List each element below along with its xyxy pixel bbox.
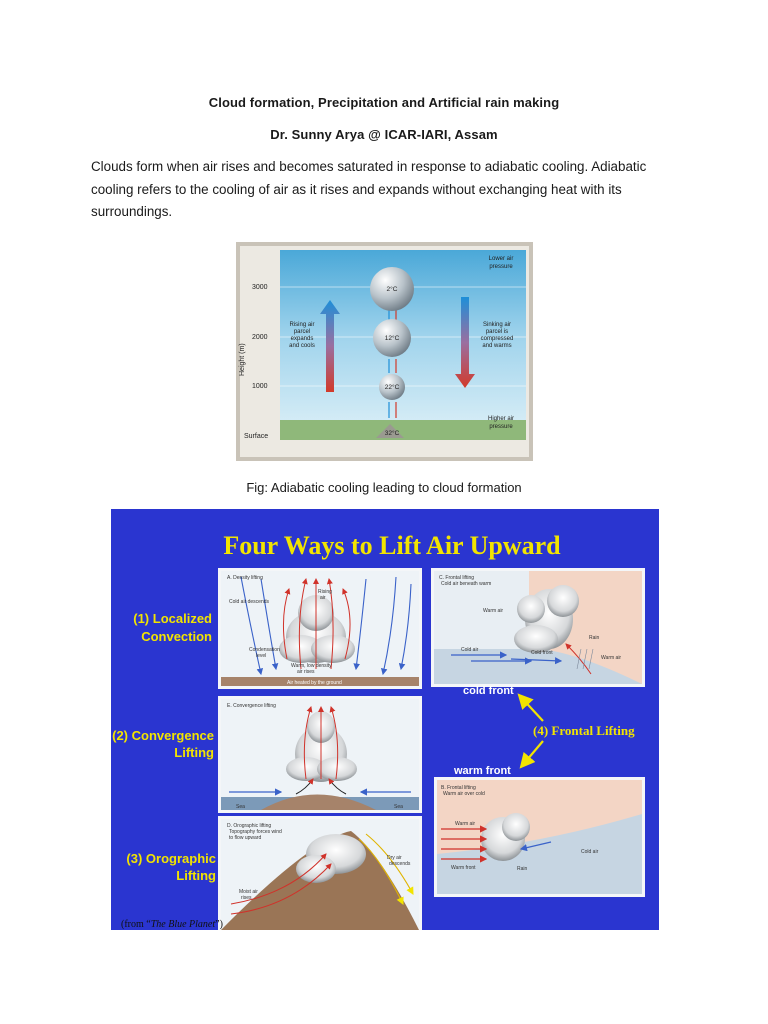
page-title: Cloud formation, Precipitation and Artificial rain making	[208, 95, 560, 110]
panel-a-condensation-l2: level	[256, 653, 267, 659]
panel-a-warm-l1: Warm, low density	[291, 663, 332, 669]
panel-c-cold-air: Cold air	[461, 647, 479, 653]
panel-c-title-l2: Cold air beneath warm	[441, 581, 492, 587]
panel-e-title: E. Convergence lifting	[227, 703, 276, 709]
panel-d-title-l1: D. Orographic lifting	[227, 823, 272, 829]
higher-pressure-l1: Higher air	[487, 416, 515, 422]
label-convergence-lifting: Lifting	[174, 745, 214, 760]
lower-pressure-l2: pressure	[489, 264, 513, 270]
sinking-l4: and warms	[482, 343, 512, 349]
panel-b-cold-air: Cold air	[581, 849, 599, 855]
panel-c-cold-front: Cold front	[531, 650, 553, 656]
author-line: Dr. Sunny Arya @ ICAR-IARI, Assam	[270, 127, 498, 142]
rising-l1: Rising air	[289, 322, 315, 328]
label-orographic: (3) Orographic	[126, 851, 216, 866]
label-frontal-lifting: (4) Frontal Lifting	[533, 723, 635, 738]
figure-caption: Fig: Adiabatic cooling leading to cloud formation	[246, 480, 522, 495]
parcel-12c-label: 12°C	[384, 335, 400, 342]
figure2-title: Four Ways to Lift Air Upward	[223, 531, 561, 560]
panel-e-sea-right: Sea	[394, 804, 403, 810]
panel-a-rising-l1: Rising	[318, 589, 332, 595]
source-title: The Blue Planet	[150, 919, 216, 930]
panel-a-warm-l2: air rises	[297, 669, 315, 675]
adiabatic-cooling-figure	[236, 242, 533, 461]
tick-surface: Surface	[244, 433, 269, 440]
panel-d-title-l3: to flow upward	[229, 835, 262, 841]
label-orographic-lifting: Lifting	[176, 868, 216, 883]
panel-a-cold-desc: Cold air descends	[229, 599, 270, 605]
source-prefix: (from “	[121, 919, 151, 930]
panel-a-title: A. Density lifting	[227, 575, 263, 581]
figure2-source	[121, 919, 223, 930]
panel-b-frontal-lifting	[434, 777, 645, 897]
panel-a-heated: Air heated by the ground	[287, 680, 342, 686]
label-convection: Convection	[141, 629, 212, 644]
panel-c-warm-air: Warm air	[483, 608, 504, 614]
sinking-l1: Sinking air	[482, 322, 512, 328]
source-suffix: ”)	[215, 919, 223, 930]
panel-a-rising-l2: air	[320, 595, 326, 601]
rising-l3: expands	[290, 336, 314, 342]
tick-1000: 1000	[252, 383, 268, 390]
panel-d-dry-air-l1: Dry air	[387, 855, 402, 861]
label-localized: (1) Localized	[133, 611, 212, 626]
panel-e-convergence-lifting	[218, 696, 422, 813]
label-cold-front: cold front	[463, 685, 514, 697]
panel-d-title-l2: Topography forces wind	[229, 829, 282, 835]
parcel-32c-label: 32°C	[384, 430, 400, 437]
parcel-2c-label: 2°C	[386, 286, 398, 293]
panel-b-warm-air: Warm air	[455, 821, 476, 827]
panel-c-rain: Rain	[589, 635, 600, 641]
higher-pressure-l2: pressure	[489, 424, 513, 430]
panel-b-rain: Rain	[517, 866, 528, 872]
panel-b-warm-front: Warm front	[451, 865, 476, 871]
sinking-l2: parcel is	[485, 329, 509, 335]
label-convergence: (2) Convergence	[112, 728, 214, 743]
tick-3000: 3000	[252, 284, 268, 291]
parcel-22c-label: 22°C	[384, 384, 400, 391]
panel-a-condensation-l1: Condensation	[249, 647, 280, 653]
panel-d-moist-air-l2: rises	[241, 895, 252, 901]
lower-pressure-l1: Lower air	[488, 256, 514, 262]
panel-e-sea-left: Sea	[236, 804, 245, 810]
tick-2000: 2000	[252, 334, 268, 341]
panel-d-moist-air-l1: Moist air	[239, 889, 258, 895]
panel-b-title-l2: Warm air over cold	[443, 791, 485, 797]
sinking-l3: compressed	[480, 336, 514, 342]
y-axis-label: Height (m)	[239, 343, 246, 376]
panel-b-title-l1: B. Frontal lifting	[441, 785, 476, 791]
panel-d-dry-air-l2: descends	[389, 861, 411, 867]
four-ways-figure	[111, 509, 659, 930]
rising-l2: parcel	[293, 329, 311, 335]
rising-l4: and cools	[289, 343, 315, 349]
panel-d-orographic-lifting	[218, 816, 422, 930]
intro-paragraph: Clouds form when air rises and becomes saturated in response to adiabatic cooling. Adiabatic cooling refers to the cooling of air as it rises and expands without exchanging heat with its surroundings.	[91, 159, 647, 219]
panel-c-title-l1: C. Frontal lifting	[439, 575, 475, 581]
panel-c-frontal-lifting	[431, 568, 645, 687]
panel-a-density-lifting	[218, 568, 422, 689]
label-warm-front: warm front	[454, 765, 511, 777]
panel-c-warm-air-2: Warm air	[601, 655, 622, 661]
